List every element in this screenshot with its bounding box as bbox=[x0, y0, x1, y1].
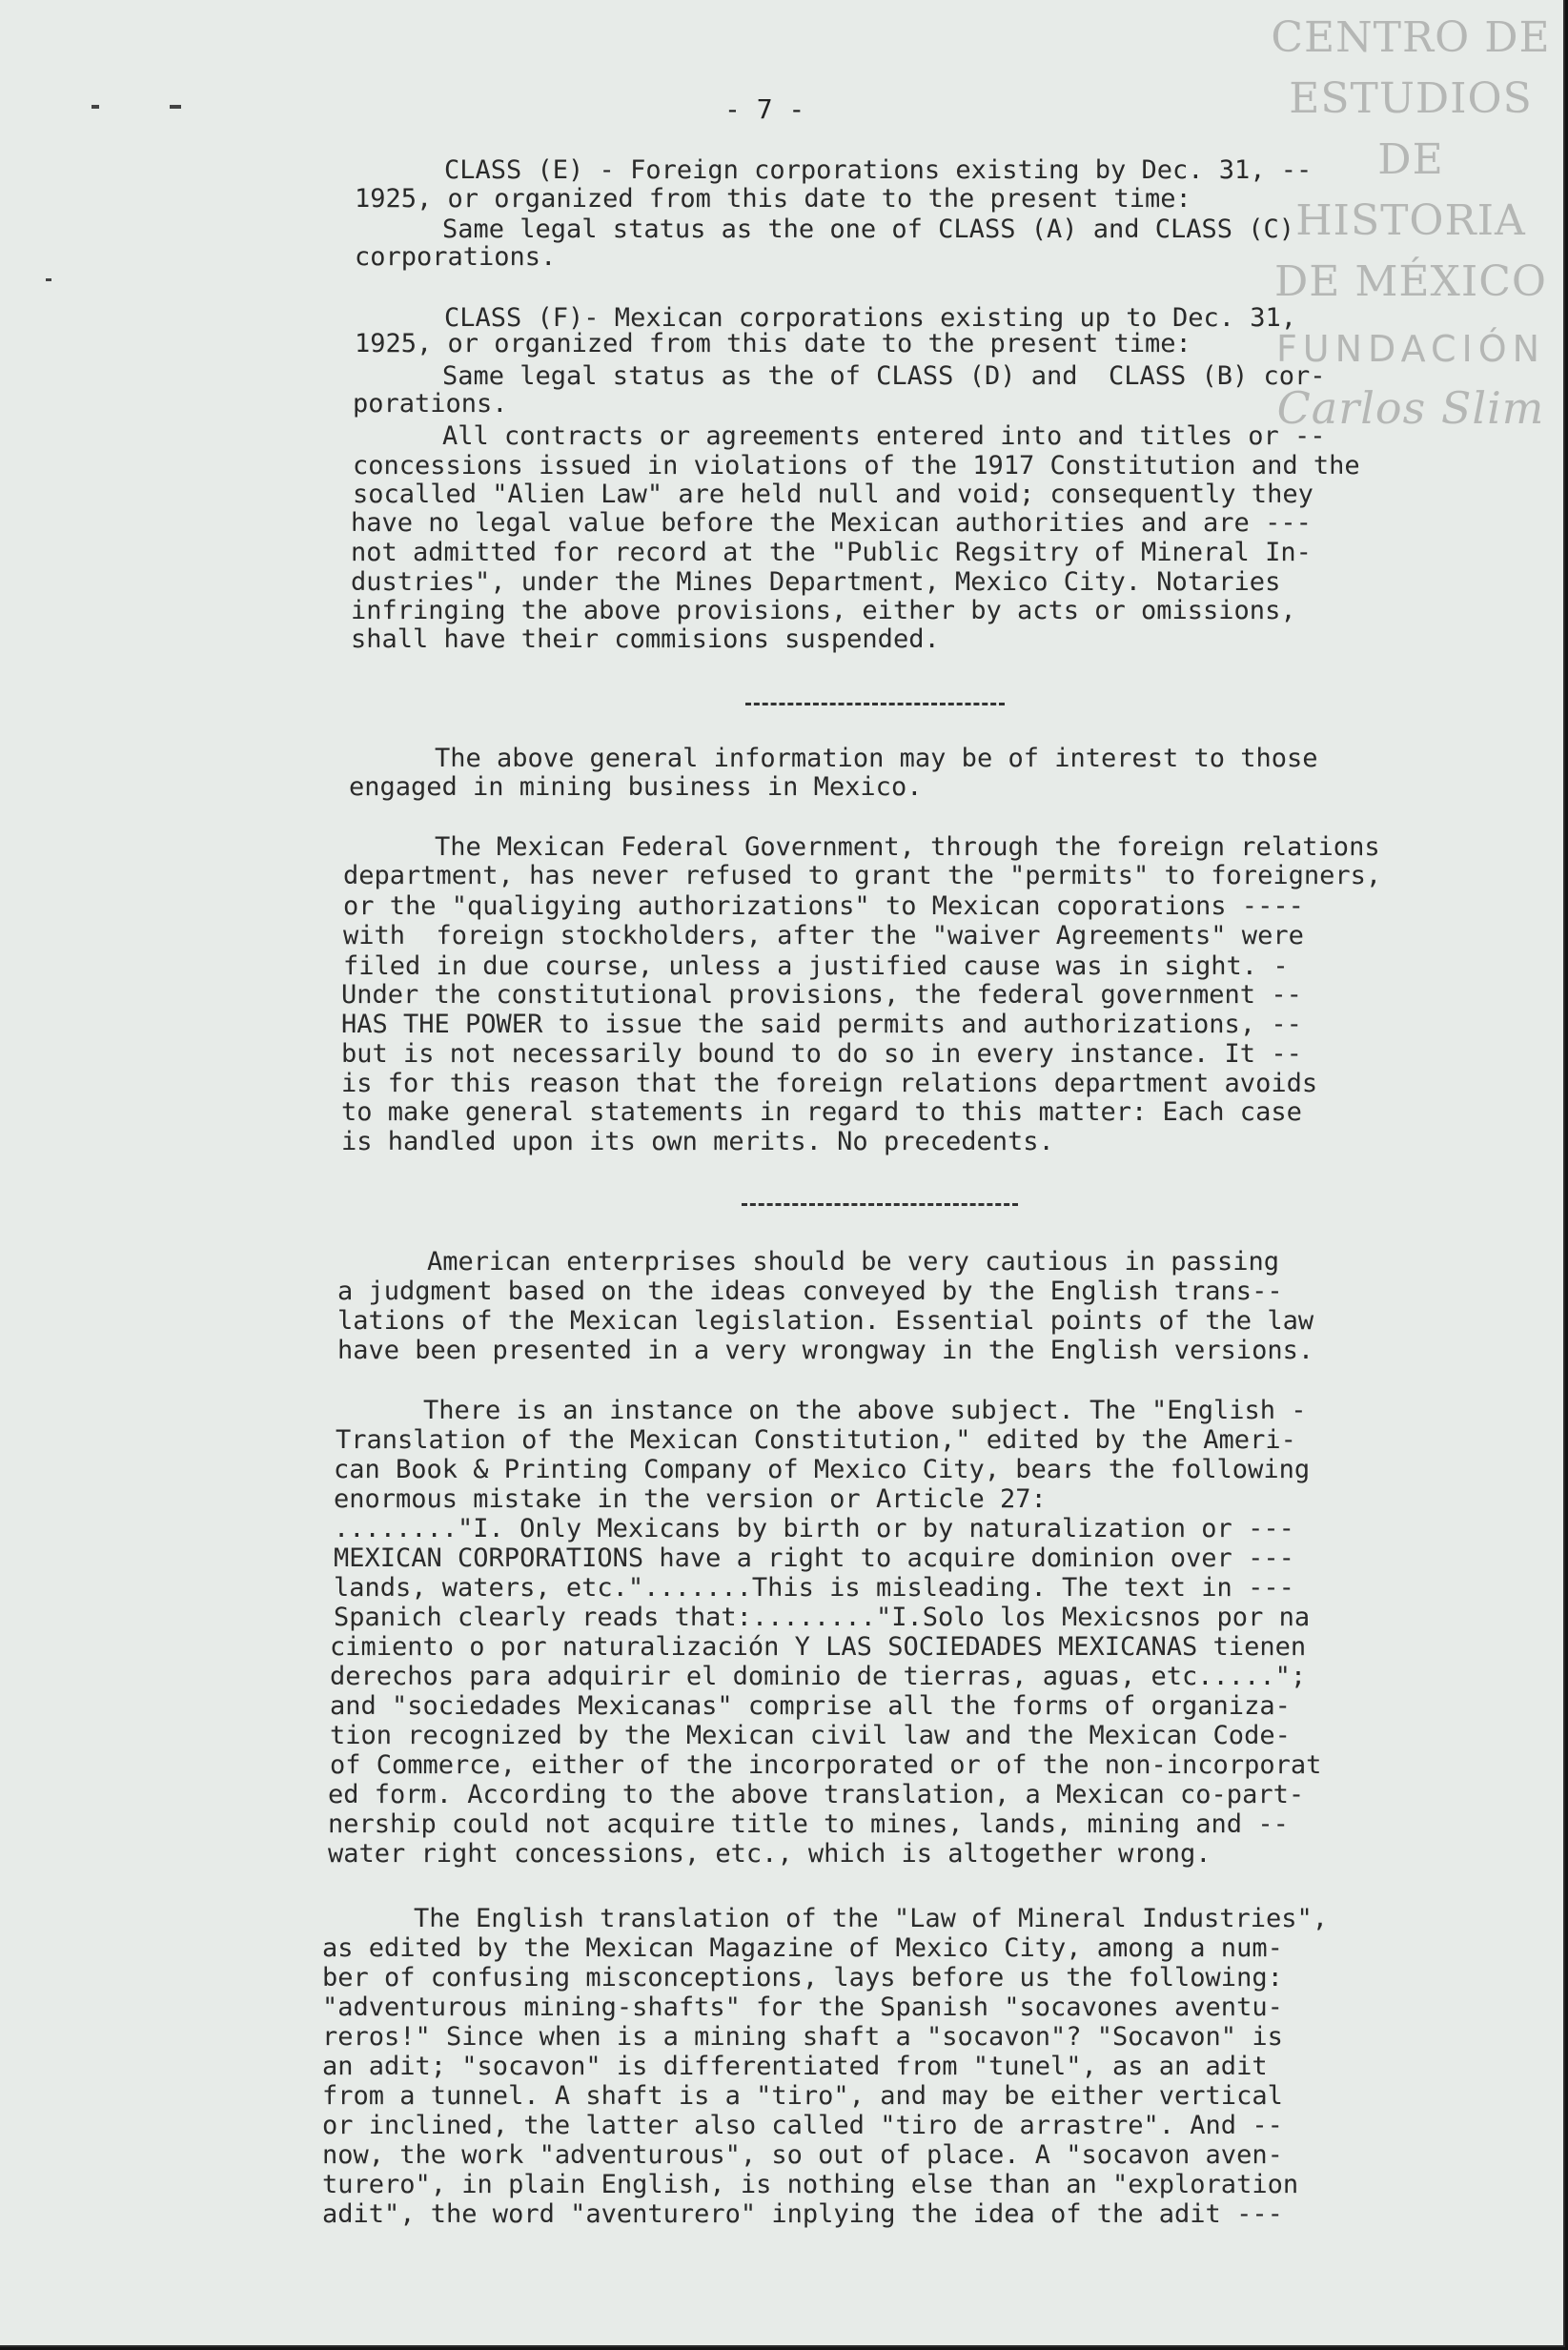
text-line: reros!" Since when is a mining shaft a "socavon"? "Socavon" is bbox=[322, 2022, 1283, 2052]
text-line: CLASS (F)- Mexican corporations existing up to Dec. 31, bbox=[444, 303, 1297, 333]
watermark-fundacion: FUNDACIÓN bbox=[1275, 328, 1546, 370]
text-line: adit", the word "aventurero" inplying the idea of the adit --- bbox=[322, 2199, 1283, 2229]
text-line: filed in due course, unless a justified cause was in sight. - bbox=[343, 951, 1289, 981]
text-line: All contracts or agreements entered into and titles or -- bbox=[442, 421, 1326, 451]
text-line: derechos para adquirir el dominio de tierras, aguas, etc....."; bbox=[330, 1662, 1307, 1691]
text-line: or the "qualigying authorizations" to Mexican coporations ---- bbox=[343, 891, 1304, 921]
text-line: ber of confusing misconceptions, lays before us the following: bbox=[322, 1963, 1283, 1992]
text-line: can Book & Printing Company of Mexico City, bears the following bbox=[334, 1455, 1311, 1484]
text-line: nership could not acquire title to mines, lands, mining and -- bbox=[328, 1809, 1289, 1839]
text-line: American enterprises should be very cautious in passing bbox=[427, 1247, 1280, 1277]
text-line: porations. bbox=[353, 389, 508, 419]
text-line: Under the constitutional provisions, the federal government -- bbox=[341, 980, 1302, 1010]
text-line: lands, waters, etc.".......This is misleading. The text in --- bbox=[334, 1573, 1294, 1603]
text-line: but is not necessarily bound to do so in every instance. It -- bbox=[341, 1039, 1302, 1069]
text-line: or inclined, the latter also called "tiro de arrastre". And -- bbox=[322, 2111, 1283, 2140]
text-line: The Mexican Federal Government, through the foreign relations bbox=[435, 832, 1380, 862]
text-line: of Commerce, either of the incorporated or of the non-incorporat bbox=[330, 1750, 1322, 1780]
text-line: CLASS (E) - Foreign corporations existing by Dec. 31, -- bbox=[444, 155, 1313, 185]
text-line: have no legal value before the Mexican authorities and are --- bbox=[351, 508, 1312, 538]
text-line: Spanich clearly reads that:........"I.Solo los Mexicsnos por na bbox=[334, 1603, 1311, 1632]
text-line: not admitted for record at the "Public Regsitry of Mineral In- bbox=[351, 538, 1312, 567]
text-line: HAS THE POWER to issue the said permits and authorizations, -- bbox=[341, 1010, 1302, 1039]
text-line: now, the work "adventurous", so out of place. A "socavon aven- bbox=[322, 2140, 1283, 2170]
watermark-signature: Carlos Slim bbox=[1276, 382, 1545, 434]
text-line: corporations. bbox=[355, 242, 557, 272]
watermark-line: CENTRO DE bbox=[1271, 13, 1551, 62]
text-line: MEXICAN CORPORATIONS have a right to acquire dominion over --- bbox=[334, 1543, 1294, 1573]
margin-mark bbox=[92, 105, 99, 109]
text-line: an adit; "socavon" is differentiated from "tunel", as an adit bbox=[322, 2052, 1268, 2081]
text-line: ........"I. Only Mexicans by birth or by naturalization or --- bbox=[334, 1514, 1294, 1543]
text-line: with foreign stockholders, after the "waiver Agreements" were bbox=[343, 921, 1304, 950]
text-line: concessions issued in violations of the 1917 Constitution and the bbox=[353, 451, 1360, 480]
text-line: have been presented in a very wrongway in the English versions. bbox=[337, 1336, 1314, 1365]
text-line: is for this reason that the foreign relations department avoids bbox=[341, 1069, 1318, 1098]
text-line: department, has never refused to grant the "permits" to foreigners, bbox=[343, 861, 1382, 890]
text-line: 1925, or organized from this date to the present time: bbox=[355, 184, 1191, 214]
text-line: from a tunnel. A shaft is a "tiro", and may be either vertical bbox=[322, 2081, 1283, 2111]
watermark-line: DE MÉXICO bbox=[1274, 257, 1547, 306]
margin-mark bbox=[46, 278, 51, 281]
text-line: engaged in mining business in Mexico. bbox=[349, 772, 923, 802]
text-line: The above general information may be of interest to those bbox=[435, 744, 1318, 773]
text-line: The English translation of the "Law of Mineral Industries", bbox=[414, 1904, 1329, 1933]
text-line: dustries", under the Mines Department, Mexico City. Notaries bbox=[351, 567, 1281, 597]
text-line: enormous mistake in the version or Article 27: bbox=[334, 1484, 1047, 1514]
text-line: 1925, or organized from this date to the present time: bbox=[355, 329, 1191, 358]
text-line: Same legal status as the of CLASS (D) and CLASS (B) cor- bbox=[442, 361, 1326, 391]
text-line: and "sociedades Mexicanas" comprise all the forms of organiza- bbox=[330, 1691, 1291, 1721]
section-separator bbox=[745, 703, 1005, 705]
text-line: infringing the above provisions, either by acts or omissions, bbox=[351, 596, 1296, 625]
section-separator bbox=[742, 1203, 1018, 1206]
watermark-line: DE HISTORIA bbox=[1295, 135, 1526, 245]
text-line: cimiento o por naturalización Y LAS SOCIEDADES MEXICANAS tienen bbox=[330, 1632, 1307, 1662]
text-line: a judgment based on the ideas conveyed by the English trans-- bbox=[337, 1277, 1283, 1306]
text-line: There is an instance on the above subject. The "English - bbox=[423, 1396, 1307, 1425]
margin-mark bbox=[170, 105, 181, 109]
text-line: to make general statements in regard to this matter: Each case bbox=[341, 1097, 1302, 1127]
text-line: "adventurous mining-shafts" for the Spanish "socavones aventu- bbox=[322, 1992, 1283, 2022]
watermark-line: ESTUDIOS bbox=[1289, 74, 1533, 123]
text-line: as edited by the Mexican Magazine of Mexico City, among a num- bbox=[322, 1933, 1283, 1963]
text-line: Same legal status as the one of CLASS (A) and CLASS (C) bbox=[442, 215, 1295, 244]
text-line: lations of the Mexican legislation. Essential points of the law bbox=[337, 1306, 1314, 1336]
text-line: is handled upon its own merits. No precedents. bbox=[341, 1127, 1054, 1156]
text-line: Translation of the Mexican Constitution," edited by the Ameri- bbox=[336, 1425, 1296, 1455]
text-line: turero", in plain English, is nothing else than an "exploration bbox=[322, 2170, 1299, 2199]
text-line: ed form. According to the above translation, a Mexican co-part- bbox=[328, 1780, 1305, 1809]
page-number: - 7 - bbox=[724, 93, 805, 125]
text-line: water right concessions, etc., which is altogether wrong. bbox=[328, 1839, 1212, 1869]
text-line: socalled "Alien Law" are held null and void; consequently they bbox=[353, 480, 1313, 509]
text-line: shall have their commisions suspended. bbox=[351, 624, 940, 654]
text-line: tion recognized by the Mexican civil law and the Mexican Code- bbox=[330, 1721, 1291, 1750]
